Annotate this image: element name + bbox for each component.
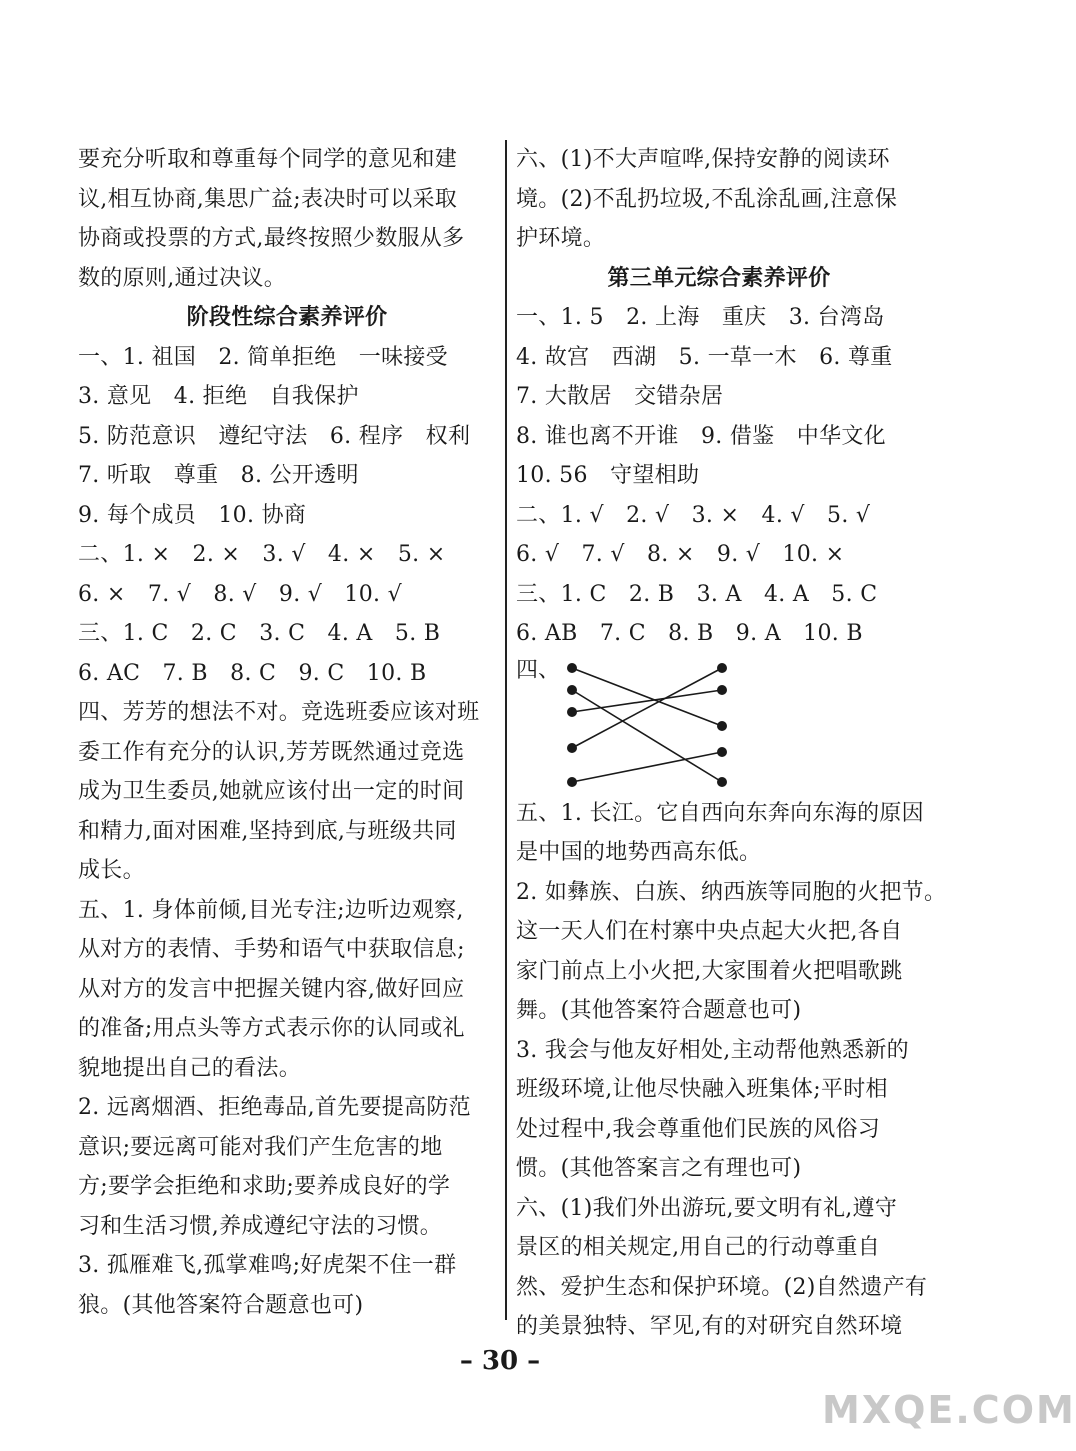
text-line: 2. 如彝族、白族、纳西族等同胞的火把节。 <box>516 879 947 905</box>
text-line: 4. 故宫 西湖 5. 一草一木 6. 尊重 <box>516 344 893 370</box>
text-line: 狼。(其他答案符合题意也可) <box>78 1292 364 1318</box>
text-line: 议,相互协商,集思广益;表决时可以采取 <box>78 186 458 212</box>
text-line: 6. √ 7. √ 8. × 9. √ 10. × <box>516 542 845 567</box>
right-column <box>516 140 947 1347</box>
text-line: 这一天人们在村寨中央点起大火把,各自 <box>516 919 903 944</box>
text-line: 方;要学会拒绝和求助;要养成良好的学 <box>78 1174 451 1199</box>
matching-dot-left <box>567 663 577 673</box>
text-line: 9. 每个成员 10. 协商 <box>78 502 307 528</box>
text-line: 家门前点上小火把,大家围着火把唱歌跳 <box>516 958 903 984</box>
text-line: 和精力,面对困难,坚持到底,与班级共同 <box>78 818 457 844</box>
matching-dot-left <box>567 707 577 717</box>
text-line: 6. AC 7. B 8. C 9. C 10. B <box>78 660 427 686</box>
page-number: – 30 – <box>459 1346 541 1376</box>
text-line: 舞。(其他答案符合题意也可) <box>516 998 802 1023</box>
text-line: 的准备;用点头等方式表示你的认同或礼 <box>78 1016 465 1041</box>
text-line: 5. 防范意识 遵纪守法 6. 程序 权利 <box>78 423 471 449</box>
text-line: 是中国的地势西高东低。 <box>516 840 762 865</box>
text-line: 二、1. √ 2. √ 3. × 4. √ 5. √ <box>516 502 871 528</box>
text-line: 五、1. 身体前倾,目光专注;边听边观察, <box>78 897 464 923</box>
matching-answer <box>516 654 922 794</box>
text-line: 护环境。 <box>516 226 606 251</box>
text-line: 7. 大散居 交错杂居 <box>516 384 724 409</box>
section-heading: 第三单元综合素养评价 <box>607 264 831 291</box>
column-divider <box>505 140 507 1320</box>
matching-dot-left <box>567 685 577 695</box>
text-line: 6. × 7. √ 8. √ 9. √ 10. √ <box>78 581 402 607</box>
text-line: 3. 我会与他友好相处,主动帮他熟悉新的 <box>516 1037 909 1063</box>
text-line: 三、1. C 2. C 3. C 4. A 5. B <box>78 621 441 646</box>
text-line: 景区的相关规定,用自己的行动尊重自 <box>516 1235 881 1260</box>
matching-connector <box>572 668 722 726</box>
text-line: 3. 孤雁难飞,孤掌难鸣;好虎架不住一群 <box>78 1253 457 1278</box>
text-line: 从对方的发言中把握关键内容,做好回应 <box>78 976 465 1002</box>
text-line: 的美景独特、罕见,有的对研究自然环境 <box>516 1314 903 1339</box>
section-heading: 阶段性综合素养评价 <box>186 304 388 330</box>
matching-dot-right <box>717 663 727 673</box>
matching-connector <box>572 752 722 782</box>
left-column <box>78 140 496 1325</box>
text-line: 班级环境,让他尽快融入班集体;平时相 <box>516 1077 888 1102</box>
text-line: 协商或投票的方式,最终按照少数服从多 <box>78 226 465 251</box>
text-line: 一、1. 5 2. 上海 重庆 3. 台湾岛 <box>516 305 885 330</box>
text-line: 三、1. C 2. B 3. A 4. A 5. C <box>516 581 878 607</box>
text-line: 2. 远离烟酒、拒绝毒品,首先要提高防范 <box>78 1095 471 1120</box>
text-line: 6. AB 7. C 8. B 9. A 10. B <box>516 621 863 646</box>
text-line: 五、1. 长江。它自西向东奔向东海的原因 <box>516 800 924 826</box>
matching-dot-left <box>567 743 577 753</box>
text-line: 意识;要远离可能对我们产生危害的地 <box>78 1134 443 1160</box>
text-line: 处过程中,我会尊重他们民族的风俗习 <box>516 1116 881 1142</box>
text-line: 一、1. 祖国 2. 简单拒绝 一味接受 <box>78 344 448 370</box>
text-line: 8. 谁也离不开谁 9. 借鉴 中华文化 <box>516 423 886 449</box>
text-line: 习和生活习惯,养成遵纪守法的习惯。 <box>78 1213 443 1239</box>
text-line: 境。(2)不乱扔垃圾,不乱涂乱画,注意保 <box>516 186 898 212</box>
text-line: 貌地提出自己的看法。 <box>78 1055 302 1081</box>
matching-diagram <box>560 660 760 790</box>
text-line: 然、爱护生态和保护环境。(2)自然遗产有 <box>516 1274 928 1300</box>
matching-dot-right <box>717 747 727 757</box>
text-line: 成长。 <box>78 858 145 883</box>
matching-dot-left <box>567 777 577 787</box>
text-line: 7. 听取 尊重 8. 公开透明 <box>78 463 359 488</box>
matching-label: 四、 <box>516 657 561 683</box>
text-line: 二、1. × 2. × 3. √ 4. × 5. × <box>78 542 446 567</box>
text-line: 从对方的表情、手势和语气中获取信息; <box>78 937 465 962</box>
text-line: 六、(1)不大声喧哗,保持安静的阅读环 <box>516 147 890 172</box>
text-line: 六、(1)我们外出游玩,要文明有礼,遵守 <box>516 1195 898 1221</box>
text-line: 要充分听取和尊重每个同学的意见和建 <box>78 147 458 172</box>
matching-dot-right <box>717 777 727 787</box>
text-line: 3. 意见 4. 拒绝 自我保护 <box>78 384 359 409</box>
watermark: MXQE.COM <box>822 1388 1076 1432</box>
text-line: 四、芳芳的想法不对。竞选班委应该对班 <box>78 700 480 725</box>
text-line: 惯。(其他答案言之有理也可) <box>516 1156 802 1181</box>
text-line: 数的原则,通过决议。 <box>78 265 286 291</box>
matching-dot-right <box>717 721 727 731</box>
text-line: 成为卫生委员,她就应该付出一定的时间 <box>78 779 465 804</box>
matching-dot-right <box>717 685 727 695</box>
text-line: 委工作有充分的认识,芳芳既然通过竞选 <box>78 739 465 765</box>
text-line: 10. 56 守望相助 <box>516 463 700 488</box>
